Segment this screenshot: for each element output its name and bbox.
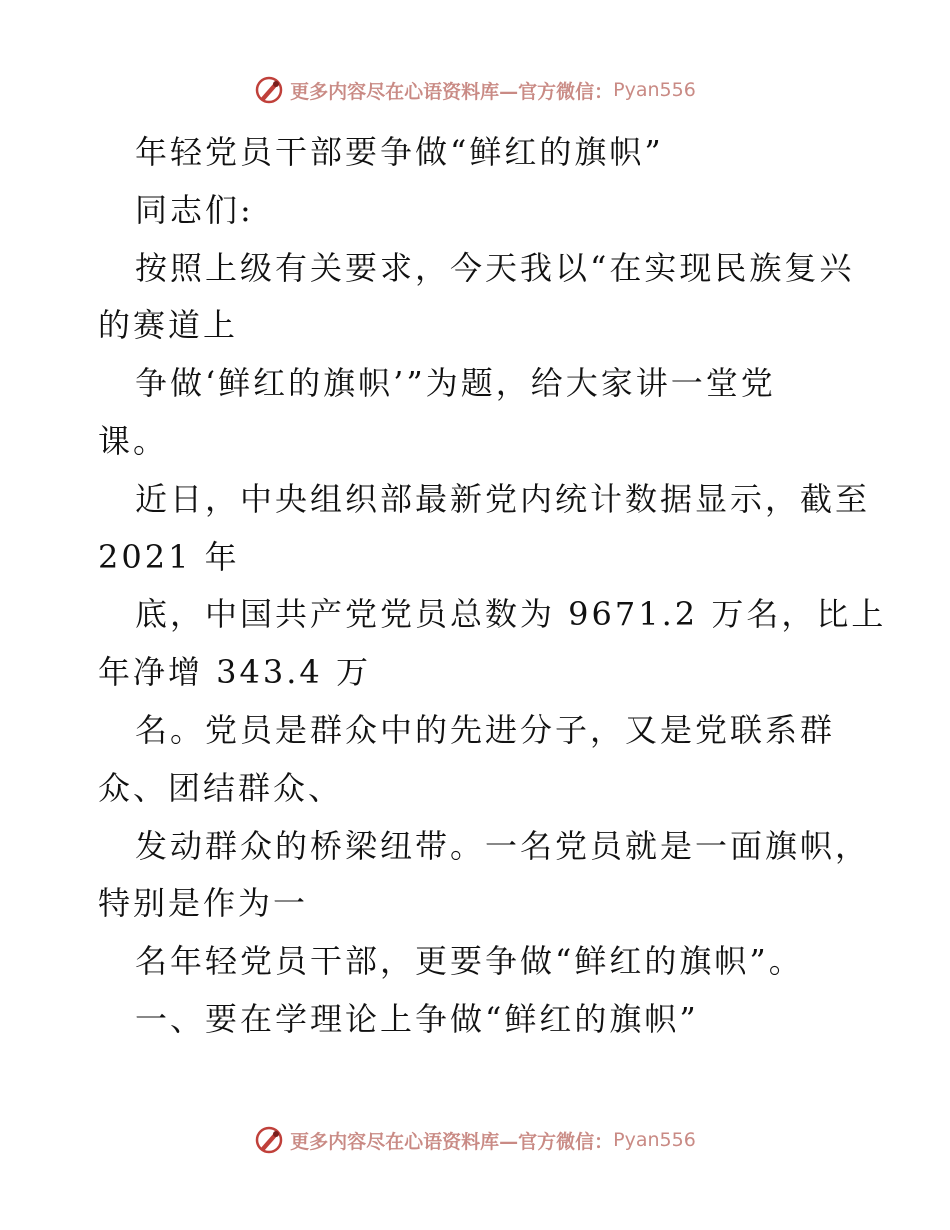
document-body	[98, 124, 898, 1049]
watermark-wechat-id: Pyan556	[613, 79, 696, 101]
doc-line: 近日，中央组织部最新党内统计数据显示，截至	[135, 479, 871, 518]
watermark-wechat-id: Pyan556	[613, 1129, 696, 1151]
quill-pen-logo-icon	[254, 75, 284, 105]
doc-line: 2021 年	[98, 537, 240, 576]
doc-line: 底，中国共产党党员总数为 9671.2 万名，比上	[135, 595, 887, 634]
doc-line: 同志们:	[135, 190, 254, 229]
watermark-site-text: 更多内容尽在心语资料库—官方微信：	[290, 1130, 614, 1153]
doc-line: 争做‘鲜红的旗帜’”为题，给大家讲一堂党	[135, 364, 776, 403]
doc-line: 年净增 343.4 万	[98, 653, 371, 692]
doc-line: 名。党员是群众中的先进分子，又是党联系群	[135, 710, 836, 749]
watermark-site-text: 更多内容尽在心语资料库—官方微信：	[290, 80, 614, 103]
doc-line: 的赛道上	[98, 306, 239, 345]
section-heading: 一、要在学理论上争做“鲜红的旗帜”	[135, 999, 699, 1038]
doc-title: 年轻党员干部要争做“鲜红的旗帜”	[135, 133, 664, 171]
doc-line: 按照上级有关要求，今天我以“在实现民族复兴	[135, 248, 855, 287]
header-watermark	[0, 70, 950, 110]
quill-pen-logo-icon	[254, 1125, 284, 1155]
doc-line: 特别是作为一	[98, 884, 309, 923]
footer-watermark	[0, 1120, 950, 1160]
doc-line: 课。	[98, 421, 169, 460]
doc-line: 名年轻党员干部，更要争做“鲜红的旗帜”。	[135, 942, 804, 981]
doc-line: 发动群众的桥梁纽带。一名党员就是一面旗帜，	[135, 826, 871, 865]
doc-line: 众、团结群众、	[98, 768, 344, 807]
